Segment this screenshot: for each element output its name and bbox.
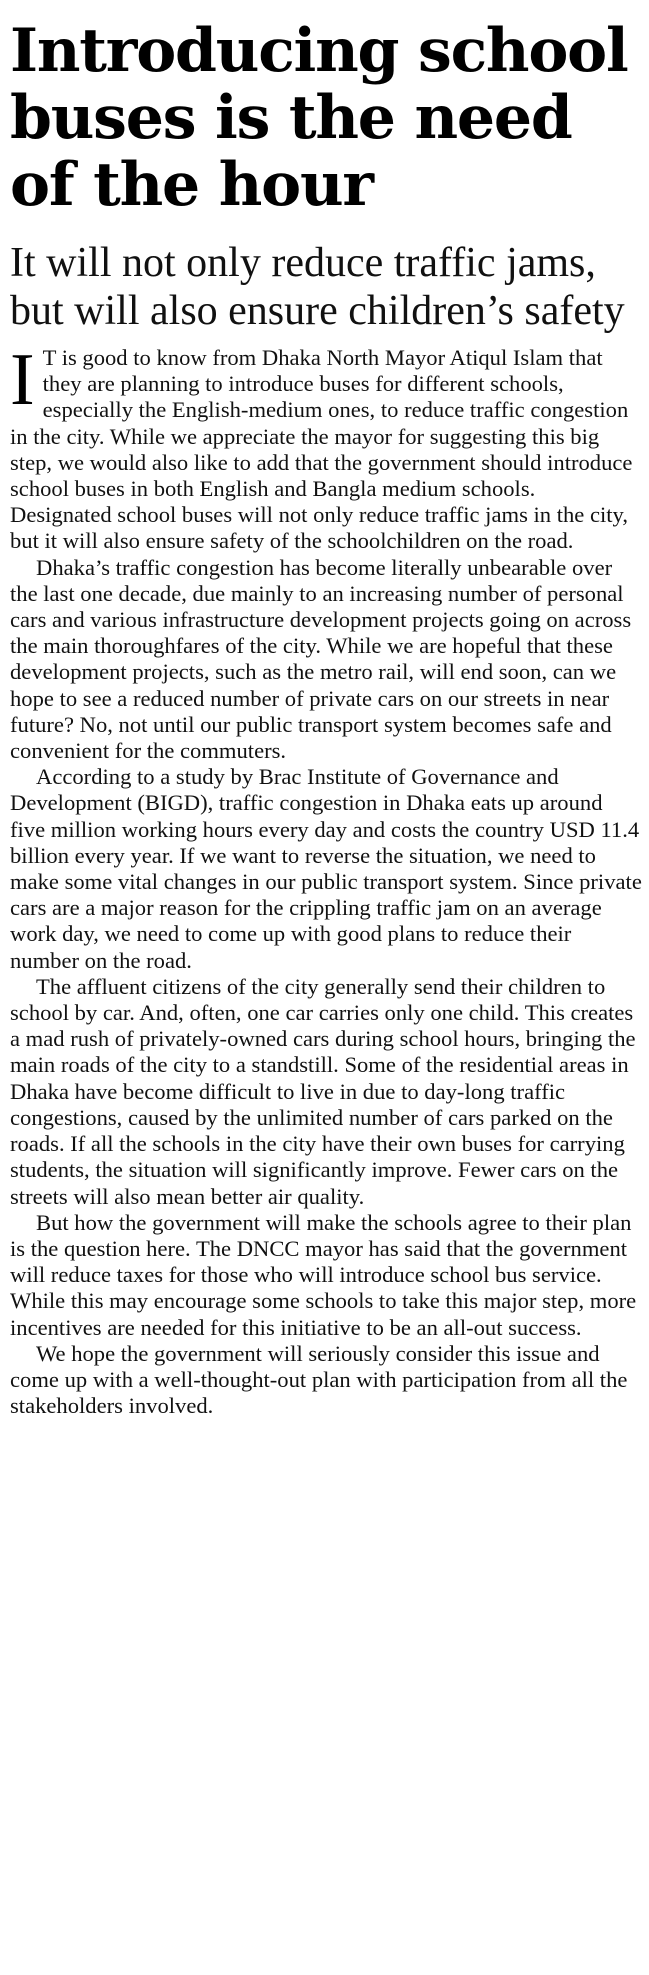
- editorial-article: [10, 18, 642, 1419]
- paragraph-2: Dhaka’s traffic congestion has become literally unbearable over the last one decade, due mainly to an increasing number of personal cars and various infrastructure development projects going on across the main thoroughfares of the city. While we are hopeful that these development projects, such as the metro rail, will end soon, can we hope to see a reduced number of private cars on our streets in near future? No, not until our public transport system becomes safe and convenient for the commuters.: [10, 554, 632, 764]
- article-body: [10, 339, 642, 1419]
- paragraph-6: We hope the government will seriously consider this issue and come up with a well-thought-out plan with participation from all the stakeholders involved.: [10, 1340, 628, 1419]
- headline: Introducing school buses is the need of the hour: [10, 16, 628, 220]
- paragraph-5: But how the government will make the schools agree to their plan is the question here. The DNCC mayor has said that the government will reduce taxes for those who will introduce school bus service. While this may encourage some schools to take this major step, more incentives are needed for this initiative to be an all-out success.: [10, 1209, 637, 1340]
- paragraph-1-text: T is good to know from Dhaka North Mayor Atiqul Islam that they are planning to introduce buses for different schools, especially the English-medium ones, to reduce traffic congestion in the city. While we appreciate the mayor for suggesting this big step, we would also like to add that the government should introduce school buses in both English and Bangla medium schools. Designated school buses will not only reduce traffic jams in the city, but it will also ensure safety of the schoolchildren on the road.: [10, 345, 633, 554]
- paragraph-3: According to a study by Brac Institute of Governance and Development (BIGD), traffic congestion in Dhaka eats up around five million working hours every day and costs the country USD 11.4 billion every year. If we want to reverse the situation, we need to make some vital changes in our public transport system. Since private cars are a major reason for the crippling traffic jam on an average work day, we need to come up with good plans to reduce their number on the road.: [10, 764, 642, 973]
- subheadline: It will not only reduce traffic jams, but will also ensure children’s safety: [10, 240, 625, 334]
- paragraph-1: [10, 339, 642, 555]
- paragraph-4: The affluent citizens of the city generally send their children to school by car. And, often, one car carries only one child. This creates a mad rush of privately-owned cars during school hours, bringing the main roads of the city to a standstill. Some of the residential areas in Dhaka have become difficult to live in due to day-long traffic congestions, caused by the unlimited number of cars parked on the roads. If all the schools in the city have their own buses for carrying students, the situation will significantly improve. Fewer cars on the streets will also mean better air quality.: [10, 973, 636, 1209]
- drop-cap-letter: I: [10, 339, 35, 421]
